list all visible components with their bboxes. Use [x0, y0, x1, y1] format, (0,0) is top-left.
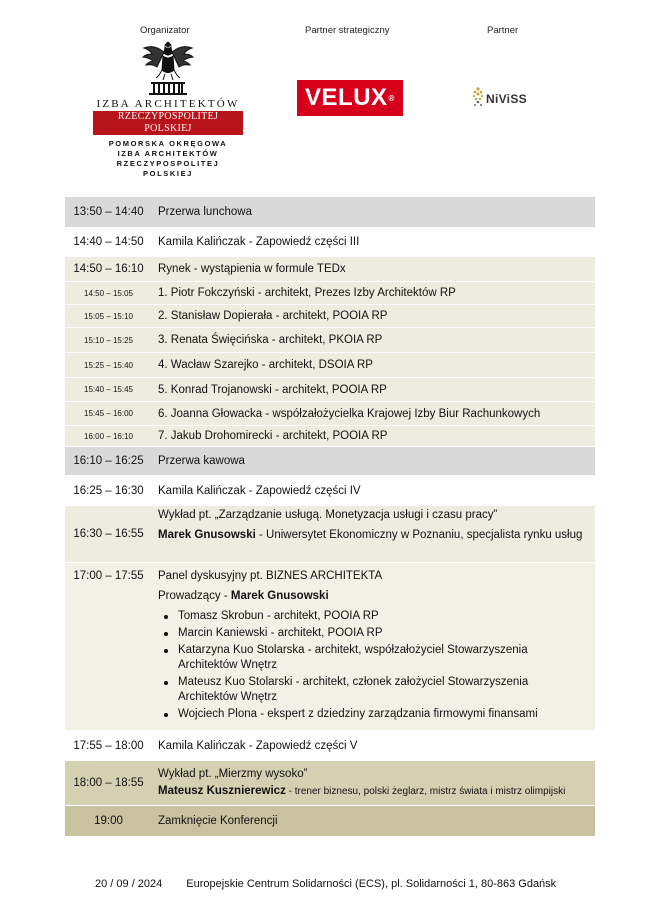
speaker-name: Mateusz Kusznierewicz: [158, 784, 286, 797]
organizer-label: Organizator: [140, 25, 190, 36]
time-cell: 15:25 – 15:40: [84, 360, 133, 370]
event-cell: Zamknięcie Konferencji: [158, 815, 278, 827]
eagle-emblem-icon: [139, 38, 197, 96]
partner-label: Partner: [487, 25, 519, 36]
pokoia-line3: RZECZYPOSPOLITEJ POLSKIEJ: [116, 159, 220, 178]
pokoia-name: [93, 139, 243, 179]
event-cell: Przerwa kawowa: [158, 455, 245, 467]
event-cell: 3. Renata Święcińska - architekt, PKOIA RP: [158, 334, 383, 346]
schedule-row: [65, 228, 595, 257]
list-item: Mateusz Kuo Stolarski - architekt, członek założyciel Stowarzyszenia Architektów Wnętrz: [164, 675, 589, 705]
schedule-row: [65, 305, 595, 328]
niviss-logo: [471, 86, 527, 108]
schedule-row: [65, 506, 595, 563]
footer-date: 20 / 09 / 2024: [95, 878, 163, 890]
schedule-row: [65, 282, 595, 305]
event-cell: 4. Wacław Szarejko - architekt, DSOIA RP: [158, 359, 373, 371]
speaker-name: Marek Gnusowski: [158, 529, 256, 541]
iarp-logo: [93, 38, 243, 179]
time-cell: 15:10 – 15:25: [84, 335, 133, 345]
schedule-table: [65, 197, 595, 836]
time-cell: 14:40 – 14:50: [73, 236, 144, 248]
schedule-row: [65, 806, 595, 836]
lecture-title: Wykład pt. „Zarządzanie usługą. Monetyzacja usługi i czasu pracy”: [158, 509, 498, 521]
list-item: Katarzyna Kuo Stolarska - architekt, współzałożyciel Stowarzyszenia Architektów Wnętrz: [164, 643, 589, 673]
schedule-row: [65, 197, 595, 228]
lecture-title: Wykład pt. „Mierzmy wysoko”: [158, 767, 308, 780]
event-cell: 7. Jakub Drohomirecki - architekt, POOIA RP: [158, 430, 388, 442]
schedule-row: [65, 426, 595, 447]
schedule-row: [65, 353, 595, 378]
iarp-red-band: RZECZYPOSPOLITEJ POLSKIEJ: [93, 111, 243, 135]
time-cell: 13:50 – 14:40: [73, 206, 144, 218]
moderator-name: Marek Gnusowski: [230, 590, 329, 602]
list-item: Tomasz Skrobun - architekt, POOIA RP: [164, 609, 589, 624]
event-cell: Przerwa lunchowa: [158, 206, 252, 218]
event-cell: Kamila Kalińczak - Zapowiedź części IV: [158, 484, 361, 497]
time-cell: 16:30 – 16:55: [73, 528, 144, 540]
schedule-row: [65, 378, 595, 402]
time-cell: 17:55 – 18:00: [73, 739, 144, 752]
velux-wordmark: VELUX: [305, 84, 388, 111]
speaker-info: [158, 785, 589, 797]
list-item: Marcin Kaniewski - architekt, POOIA RP: [164, 626, 589, 641]
iarp-name: IZBA ARCHITEKTÓW: [96, 98, 240, 110]
schedule-row: [65, 328, 595, 353]
schedule-row: [65, 476, 595, 506]
time-cell: 17:00 – 17:55: [73, 570, 144, 582]
time-cell: 14:50 – 16:10: [73, 263, 144, 275]
speaker-affiliation: - trener biznesu, polski żeglarz, mistrz świata i mistrz olimpijski: [285, 785, 566, 797]
panelist-list: [158, 609, 589, 722]
schedule-row: [65, 257, 595, 282]
moderator-line: [158, 590, 589, 602]
schedule-row: [65, 563, 595, 731]
footer-venue: Europejskie Centrum Solidarności (ECS), pl. Solidarności 1, 80-863 Gdańsk: [186, 878, 557, 890]
niviss-wordmark: NiViSS: [486, 92, 527, 106]
strategic-partner-label: Partner strategiczny: [305, 25, 390, 36]
time-cell: 18:00 – 18:55: [73, 777, 144, 789]
event-cell: Kamila Kalińczak - Zapowiedź części III: [158, 236, 360, 248]
footer: [95, 878, 556, 890]
time-cell: 16:25 – 16:30: [73, 484, 144, 497]
speaker-affiliation: - Uniwersytet Ekonomiczny w Poznaniu, specjalista rynku usług: [255, 529, 583, 541]
pokoia-line2: IZBA ARCHITEKTÓW: [117, 149, 219, 158]
sponsors-header: [0, 0, 650, 190]
time-cell: 15:05 – 15:10: [84, 311, 133, 321]
time-cell: 19:00: [94, 815, 123, 827]
velux-logo: [297, 80, 403, 116]
event-cell: Kamila Kalińczak - Zapowiedź części V: [158, 739, 358, 752]
time-cell: 16:00 – 16:10: [84, 431, 133, 441]
event-cell: Rynek - wystąpienia w formule TEDx: [158, 263, 346, 275]
niviss-dots-icon: [471, 86, 485, 108]
event-cell: 6. Joanna Głowacka - współzałożycielka Krajowej Izby Biur Rachunkowych: [158, 407, 541, 420]
schedule-row: [65, 447, 595, 476]
list-item: Wojciech Plona - ekspert z dziedziny zarządzania firmowymi finansami: [164, 707, 589, 722]
pokoia-line1: POMORSKA OKRĘGOWA: [108, 139, 228, 148]
event-cell: [152, 506, 595, 562]
speaker-info: [158, 528, 589, 542]
time-cell: 14:50 – 15:05: [84, 288, 133, 298]
event-cell: [152, 761, 595, 805]
schedule-row: [65, 402, 595, 426]
time-cell: 15:45 – 16:00: [84, 409, 133, 418]
schedule-row: [65, 761, 595, 806]
schedule-row: [65, 731, 595, 761]
event-cell: 5. Konrad Trojanowski - architekt, POOIA RP: [158, 383, 387, 396]
velux-registered-mark: ®: [388, 93, 395, 103]
time-cell: 15:40 – 15:45: [84, 385, 133, 394]
event-cell: 2. Stanisław Dopierała - architekt, POOIA RP: [158, 310, 388, 322]
moderator-label: Prowadzący -: [158, 590, 231, 602]
event-cell: [152, 563, 595, 730]
event-cell: 1. Piotr Fokczyński - architekt, Prezes Izby Architektów RP: [158, 287, 456, 299]
panel-title: Panel dyskusyjny pt. BIZNES ARCHITEKTA: [158, 570, 383, 582]
time-cell: 16:10 – 16:25: [73, 455, 144, 467]
